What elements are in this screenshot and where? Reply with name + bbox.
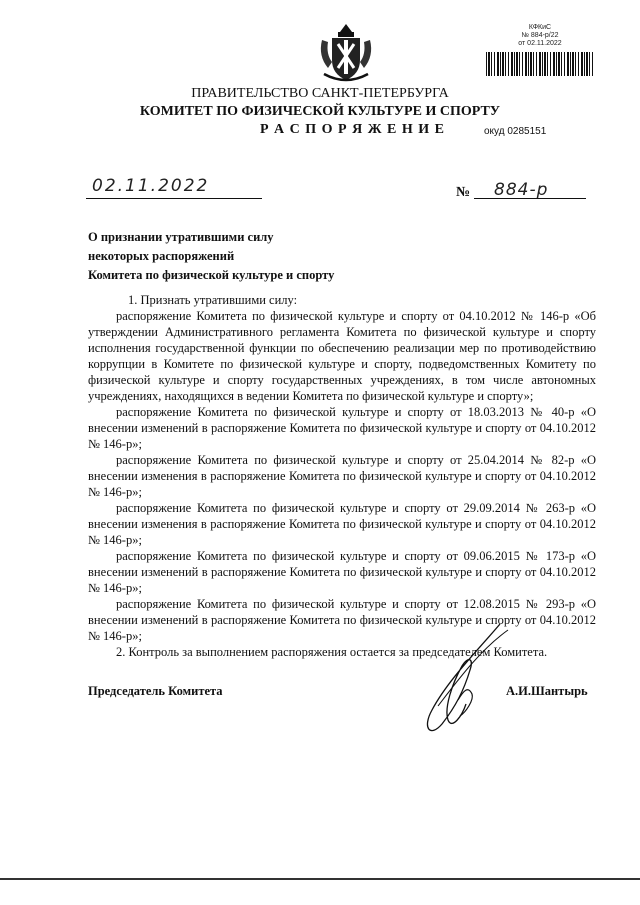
okud-code: окуд 0285151: [484, 126, 547, 137]
item-1: 1. Признать утратившими силу:: [128, 293, 298, 307]
paragraph: распоряжение Комитета по физической культуре и спорту от 04.10.2012 № 146-р «Об утверждении Административного регламента Комитета по физической культуре и спорту исполнения государственной функции по обеспечению реализации мер по противодействию коррупции в Комитете по физической культуре и спорту, подведомственных Комитету по физической культуре и спорту государственных учреждениях, в том числе автономных учреждениях, находящихся в ведении Комитета по физической культуре и спорту»;: [88, 309, 596, 403]
paragraph: распоряжение Комитета по физической культуре и спорту от 12.08.2015 № 293-р «О внесении изменений в распоряжение Комитета по физической культуре и спорту от 04.10.2012 № 146-р»;: [88, 597, 596, 643]
signatory-position: Председатель Комитета: [88, 684, 223, 698]
paragraph: распоряжение Комитета по физической культуре и спорту от 18.03.2013 № 40-р «О внесении изменений в распоряжение Комитета по физической культуре и спорту от 04.10.2012 № 146-р»;: [88, 405, 596, 451]
subject-block: [88, 228, 368, 285]
document-body: [88, 292, 596, 660]
date-underline: [86, 198, 262, 199]
document-type: Р А С П О Р Я Ж Е Н И Е: [260, 122, 446, 137]
stamp-line-1: КФКиС: [528, 24, 552, 31]
paragraph: распоряжение Комитета по физической культуре и спорту от 09.06.2015 № 173-р «О внесении изменений в распоряжение Комитета по физической культуре и спорту от 04.10.2012 № 146-р»;: [88, 549, 596, 595]
coat-of-arms-emblem: [318, 22, 374, 86]
subject-line-2: некоторых распоряжений: [88, 249, 235, 263]
committee-title: КОМИТЕТ ПО ФИЗИЧЕСКОЙ КУЛЬТУРЕ И СПОРТУ: [139, 104, 501, 119]
paragraph: распоряжение Комитета по физической культуре и спорту от 29.09.2014 № 263-р «О внесении изменения в распоряжение Комитета по физической культуре и спорту от 04.10.2012 № 146-р»;: [88, 501, 596, 547]
subject-line-3: Комитета по физической культуре и спорту: [88, 268, 335, 282]
number-label: №: [456, 185, 471, 200]
signatory-name: А.И.Шантырь: [506, 684, 588, 698]
handwritten-signature: [408, 620, 518, 740]
stamp-line-2: № 884-р/22: [521, 32, 559, 39]
bottom-border-line: [0, 878, 640, 880]
stamp-line-3: от 02.11.2022: [518, 40, 562, 47]
registration-stamp: [500, 24, 580, 48]
barcode: [486, 52, 594, 76]
handwritten-number: 884-р: [494, 180, 549, 200]
subject-line-1: О признании утратившими силу: [88, 230, 274, 244]
item-2: 2. Контроль за выполнением распоряжения остается за председателем Комитета.: [116, 645, 548, 659]
paragraph: распоряжение Комитета по физической культуре и спорту от 25.04.2014 № 82-р «О внесении изменения в распоряжение Комитета по физической культуре и спорту от 04.10.2012 № 146-р»;: [88, 453, 596, 499]
number-underline: [474, 198, 586, 199]
handwritten-date: 02.11.2022: [92, 176, 210, 196]
government-title: ПРАВИТЕЛЬСТВО САНКТ-ПЕТЕРБУРГА: [191, 86, 449, 101]
